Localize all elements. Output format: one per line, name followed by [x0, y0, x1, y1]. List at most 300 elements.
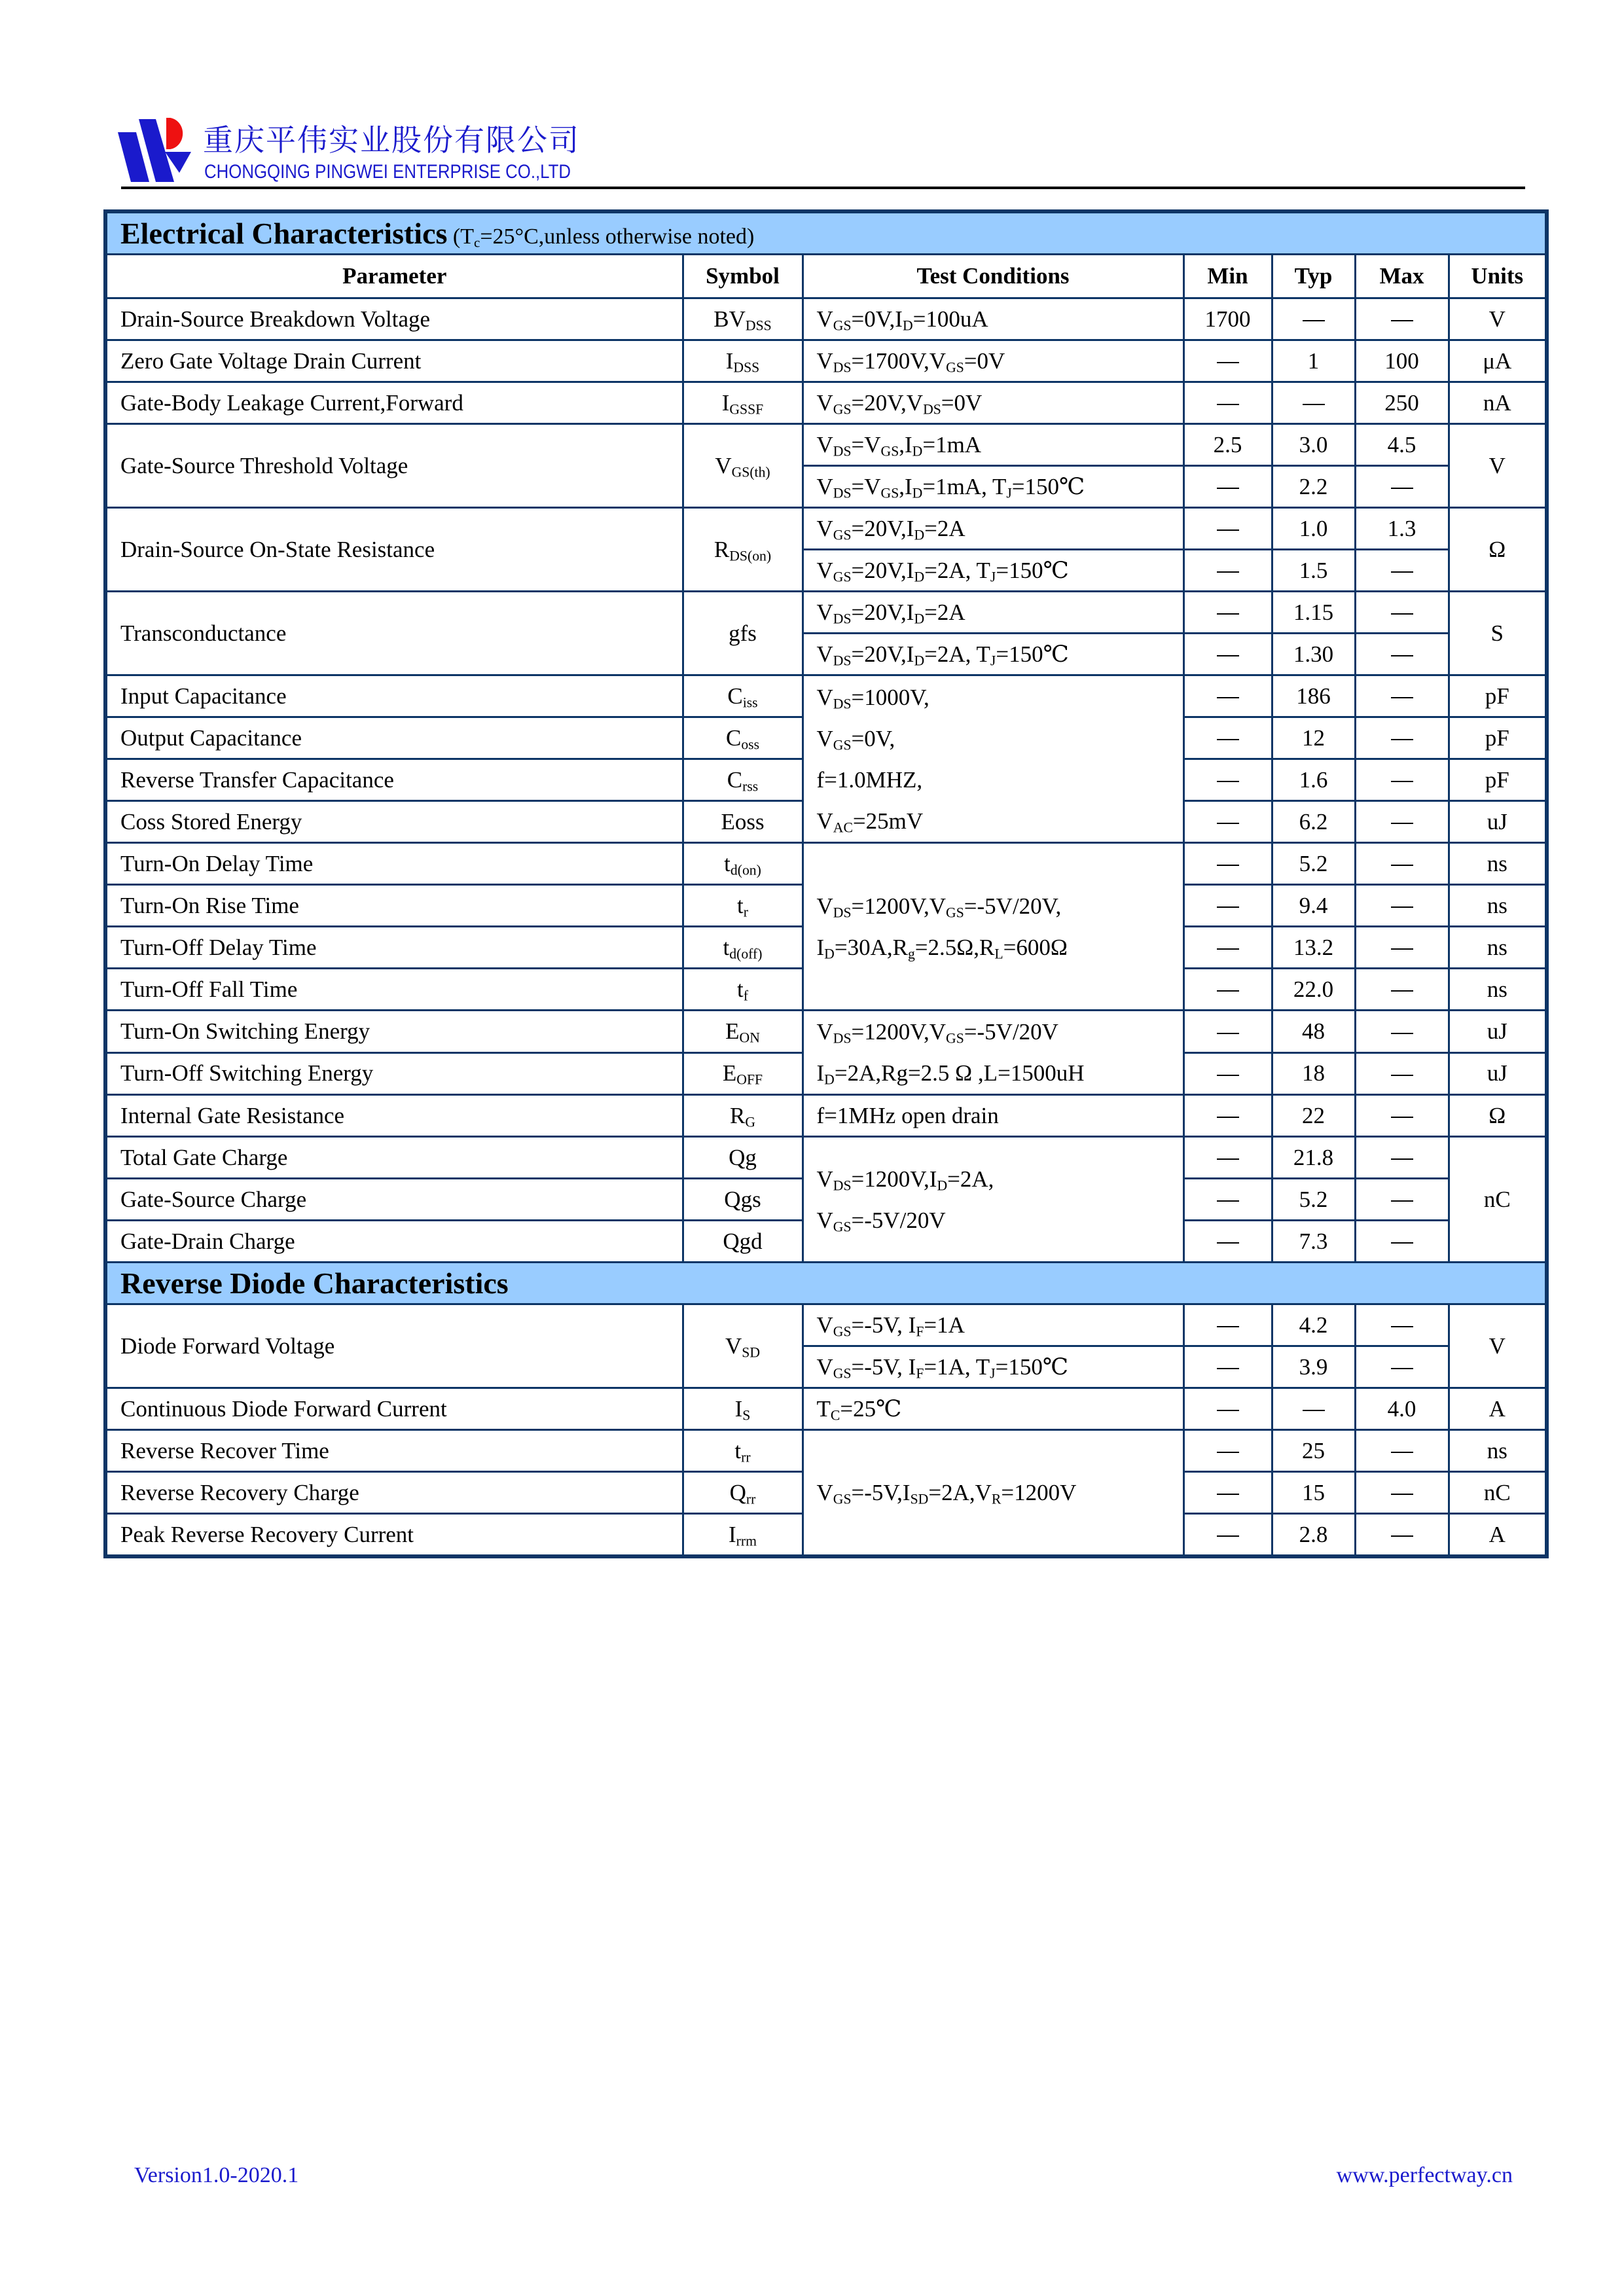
typ-cell — [1272, 1388, 1355, 1430]
dash-mark — [1217, 1075, 1239, 1076]
column-header-typ: Typ — [1272, 255, 1355, 298]
dash-mark — [1391, 1242, 1413, 1244]
column-header-parameter: Parameter — [105, 255, 683, 298]
condition-text: V — [816, 808, 833, 834]
max-cell — [1355, 801, 1449, 843]
condition-text: V — [816, 1019, 833, 1045]
symbol-subscript: d(off) — [729, 945, 763, 961]
dash-mark — [1391, 697, 1413, 698]
condition-text: =20V, — [851, 389, 907, 416]
condition-subscript: D — [914, 652, 925, 668]
dash-mark — [1217, 865, 1239, 866]
table-row — [105, 1011, 1547, 1053]
symbol-text: V — [715, 452, 732, 478]
condition-text: I — [895, 306, 903, 332]
symbol-text: E — [722, 1060, 737, 1086]
condition-text: ,I — [899, 431, 912, 457]
typ-cell — [1272, 382, 1355, 424]
condition-text: =1mA, T — [922, 473, 1007, 499]
max-cell — [1355, 298, 1449, 340]
parameter-cell: Diode Forward Voltage — [105, 1304, 683, 1388]
dash-mark — [1391, 1535, 1413, 1537]
dash-mark — [1217, 1452, 1239, 1453]
condition-text: =1000V, — [851, 684, 929, 710]
typ-cell: 3.0 — [1272, 424, 1355, 466]
max-cell — [1355, 1430, 1449, 1472]
test-condition-cell — [803, 298, 1183, 340]
condition-subscript: DS — [833, 652, 852, 668]
min-cell — [1183, 1052, 1272, 1095]
min-cell — [1183, 1430, 1272, 1472]
condition-subscript: GS — [833, 1218, 852, 1234]
units-cell: V — [1449, 298, 1547, 340]
condition-line — [817, 886, 1170, 927]
test-condition-cell — [803, 424, 1183, 466]
dash-mark — [1217, 1368, 1239, 1369]
condition-text: =150℃ — [995, 1354, 1069, 1380]
condition-text: V — [816, 515, 833, 541]
condition-subscript: DS — [833, 695, 852, 711]
min-cell — [1183, 1011, 1272, 1053]
section-title: Reverse Diode Characteristics — [120, 1266, 509, 1300]
symbol-text: I — [725, 348, 734, 374]
condition-text: =0V, — [851, 306, 895, 332]
symbol-subscript: G — [745, 1113, 756, 1130]
symbol-text: t — [737, 976, 744, 1002]
max-cell — [1355, 885, 1449, 927]
units-cell: A — [1449, 1388, 1547, 1430]
units-cell: pF — [1449, 717, 1547, 759]
units-cell: pF — [1449, 675, 1547, 717]
condition-subscript: g — [907, 945, 915, 961]
dash-mark — [1391, 990, 1413, 992]
website-link[interactable]: www.perfectway.cn — [1336, 2163, 1513, 2187]
max-cell — [1355, 1011, 1449, 1053]
symbol-cell — [683, 717, 803, 759]
table-row — [105, 382, 1547, 424]
condition-subscript: GS — [833, 568, 852, 584]
units-cell: Ω — [1449, 1095, 1547, 1137]
max-cell — [1355, 634, 1449, 675]
dash-mark — [1391, 823, 1413, 824]
dash-mark — [1217, 948, 1239, 950]
max-cell — [1355, 1514, 1449, 1557]
typ-cell: 1.30 — [1272, 634, 1355, 675]
max-cell — [1355, 1221, 1449, 1263]
column-header-max: Max — [1355, 255, 1449, 298]
parameter-cell: Gate-Drain Charge — [105, 1221, 683, 1263]
dash-mark — [1391, 1494, 1413, 1495]
condition-subscript: GS — [880, 442, 899, 459]
max-cell — [1355, 1304, 1449, 1346]
max-cell — [1355, 927, 1449, 969]
max-cell — [1355, 1472, 1449, 1514]
dash-mark — [1391, 948, 1413, 950]
symbol-text: C — [727, 766, 743, 793]
max-cell — [1355, 675, 1449, 717]
condition-text: =20V,I — [851, 515, 914, 541]
condition-subscript: D — [824, 1071, 835, 1088]
condition-line — [817, 1011, 1170, 1052]
typ-cell: 7.3 — [1272, 1221, 1355, 1263]
units-cell: μA — [1449, 340, 1547, 382]
min-cell — [1183, 592, 1272, 634]
min-cell — [1183, 675, 1272, 717]
condition-subscript: GS — [833, 401, 852, 417]
typ-cell: 2.8 — [1272, 1514, 1355, 1557]
table-row — [105, 843, 1547, 885]
units-cell: nC — [1449, 1472, 1547, 1514]
dash-mark — [1217, 571, 1239, 573]
parameter-cell: Output Capacitance — [105, 717, 683, 759]
units-cell: Ω — [1449, 508, 1547, 592]
test-condition-cell — [803, 466, 1183, 508]
table-row — [105, 1095, 1547, 1137]
min-cell — [1183, 1304, 1272, 1346]
condition-text: =150℃ — [1011, 473, 1085, 499]
min-cell — [1183, 382, 1272, 424]
typ-cell: 2.2 — [1272, 466, 1355, 508]
condition-text: =30A,R — [834, 934, 908, 960]
symbol-subscript: oss — [741, 736, 760, 752]
dash-mark — [1391, 1452, 1413, 1453]
condition-text: =150℃ — [996, 557, 1069, 583]
condition-subscript: GS — [946, 1030, 964, 1047]
dash-mark — [1391, 1368, 1413, 1369]
condition-text: V — [816, 431, 833, 457]
typ-cell: 1.5 — [1272, 550, 1355, 592]
condition-text: V — [816, 893, 833, 919]
condition-subscript: GS — [833, 526, 852, 543]
min-cell — [1183, 1346, 1272, 1388]
parameter-cell: Turn-On Delay Time — [105, 843, 683, 885]
condition-text: =2.5Ω,R — [914, 934, 995, 960]
units-cell: uJ — [1449, 801, 1547, 843]
min-cell — [1183, 969, 1272, 1011]
dash-mark — [1391, 906, 1413, 908]
test-condition-cell — [803, 1095, 1183, 1137]
condition-text: V — [816, 557, 833, 583]
typ-cell: 186 — [1272, 675, 1355, 717]
typ-cell: 1.15 — [1272, 592, 1355, 634]
condition-subscript: J — [990, 652, 996, 668]
table-row — [105, 424, 1547, 466]
version-label: Version1.0-2020.1 — [134, 2163, 299, 2187]
typ-cell: 12 — [1272, 717, 1355, 759]
dash-mark — [1391, 571, 1413, 573]
condition-subscript: GS — [833, 1491, 852, 1507]
test-condition-cell — [803, 1011, 1183, 1095]
dash-mark — [1217, 1033, 1239, 1034]
symbol-subscript: DSS — [733, 359, 760, 375]
test-condition-cell — [803, 1304, 1183, 1346]
typ-cell: 25 — [1272, 1430, 1355, 1472]
condition-text: I — [816, 1060, 825, 1086]
section-header — [105, 211, 1547, 255]
symbol-cell — [683, 1052, 803, 1095]
dash-mark — [1217, 1158, 1239, 1160]
condition-text: =1A, T — [924, 1354, 990, 1380]
condition-text: =600Ω — [1003, 934, 1068, 960]
column-header-min: Min — [1183, 255, 1272, 298]
condition-text: V — [906, 389, 924, 416]
max-cell — [1355, 550, 1449, 592]
symbol-cell — [683, 1137, 803, 1179]
parameter-cell: Total Gate Charge — [105, 1137, 683, 1179]
condition-subscript: DS — [833, 1030, 852, 1047]
units-cell: ns — [1449, 843, 1547, 885]
symbol-text: gfs — [729, 620, 757, 646]
condition-subscript: F — [916, 1365, 924, 1381]
min-cell — [1183, 1514, 1272, 1557]
dash-mark — [1217, 739, 1239, 740]
dash-mark — [1217, 1494, 1239, 1495]
condition-text: =20V,I — [851, 641, 914, 667]
typ-cell: 13.2 — [1272, 927, 1355, 969]
dash-mark — [1217, 404, 1239, 405]
typ-cell: 1.0 — [1272, 508, 1355, 550]
symbol-subscript: rrm — [736, 1532, 757, 1549]
condition-line — [817, 718, 1170, 759]
condition-text: V — [816, 725, 833, 751]
parameter-cell: Gate-Body Leakage Current,Forward — [105, 382, 683, 424]
condition-subscript: GS — [946, 359, 964, 375]
symbol-subscript: S — [742, 1407, 751, 1423]
max-cell: 100 — [1355, 340, 1449, 382]
dash-mark — [1217, 655, 1239, 656]
min-cell — [1183, 801, 1272, 843]
max-cell — [1355, 717, 1449, 759]
condition-text: =2A, — [947, 1166, 994, 1192]
symbol-text: Eoss — [721, 808, 765, 834]
dash-mark — [1217, 1242, 1239, 1244]
symbol-subscript: r — [743, 903, 748, 920]
symbol-cell — [683, 759, 803, 801]
table-row — [105, 298, 1547, 340]
parameter-cell: Reverse Transfer Capacitance — [105, 759, 683, 801]
condition-text: T — [816, 1395, 831, 1422]
condition-text: V — [816, 348, 833, 374]
dash-mark — [1391, 781, 1413, 782]
symbol-cell — [683, 1304, 803, 1388]
note-subscript: c — [474, 234, 480, 251]
parameter-cell: Reverse Recover Time — [105, 1430, 683, 1472]
symbol-cell — [683, 1388, 803, 1430]
symbol-text: Q — [729, 1479, 746, 1505]
max-cell: 250 — [1355, 382, 1449, 424]
table-row — [105, 508, 1547, 550]
condition-text: V — [816, 1354, 833, 1380]
condition-subscript: DS — [833, 359, 852, 375]
condition-text: =V — [851, 473, 881, 499]
symbol-subscript: rr — [746, 1490, 756, 1507]
condition-subscript: L — [994, 945, 1003, 961]
dash-mark — [1303, 320, 1325, 321]
symbol-cell — [683, 1011, 803, 1053]
parameter-cell: Drain-Source Breakdown Voltage — [105, 298, 683, 340]
dash-mark — [1217, 362, 1239, 363]
condition-text: =2A,Rg=2.5 Ω ,L=1500uH — [834, 1060, 1085, 1086]
test-condition-cell — [803, 1388, 1183, 1430]
min-cell — [1183, 927, 1272, 969]
dash-mark — [1391, 1075, 1413, 1076]
symbol-subscript: rss — [742, 778, 759, 794]
condition-subscript: SD — [910, 1491, 929, 1507]
symbol-subscript: f — [743, 987, 748, 1003]
parameter-cell: Gate-Source Charge — [105, 1179, 683, 1221]
condition-text: =2A,V — [928, 1480, 992, 1505]
test-condition-cell — [803, 592, 1183, 634]
symbol-subscript: GS(th) — [731, 463, 770, 480]
min-cell — [1183, 1179, 1272, 1221]
dash-mark — [1391, 1033, 1413, 1034]
symbol-text: Qgd — [723, 1228, 763, 1254]
parameter-cell: Continuous Diode Forward Current — [105, 1388, 683, 1430]
typ-cell: 48 — [1272, 1011, 1355, 1053]
condition-line — [817, 1200, 1170, 1241]
symbol-text: C — [727, 683, 743, 709]
condition-text: =1mA — [922, 431, 982, 457]
condition-line — [817, 1158, 1170, 1200]
symbol-subscript: SD — [742, 1344, 760, 1360]
symbol-cell — [683, 1221, 803, 1263]
condition-text: =-5V/20V — [964, 1019, 1058, 1045]
company-logo-icon — [118, 118, 196, 183]
max-cell — [1355, 843, 1449, 885]
page-header — [118, 111, 1525, 190]
dash-mark — [1217, 697, 1239, 698]
symbol-text: t — [734, 1437, 742, 1463]
condition-text: =-5V, I — [851, 1354, 916, 1380]
condition-text: =25mV — [852, 808, 924, 834]
symbol-subscript: GSSF — [729, 401, 764, 417]
condition-subscript: C — [830, 1407, 840, 1423]
condition-text: f=1.0MHZ, — [816, 766, 923, 793]
condition-subscript: DS — [833, 610, 852, 626]
symbol-cell — [683, 1430, 803, 1472]
condition-subscript: D — [912, 484, 923, 501]
parameter-cell: Coss Stored Energy — [105, 801, 683, 843]
symbol-subscript: iss — [742, 694, 758, 710]
condition-text: =1200V — [1001, 1480, 1077, 1505]
test-condition-cell — [803, 1346, 1183, 1388]
column-header-units: Units — [1449, 255, 1547, 298]
min-cell — [1183, 843, 1272, 885]
condition-text: =2A — [924, 515, 965, 541]
dash-mark — [1217, 613, 1239, 615]
condition-text: =2A, T — [924, 641, 990, 667]
symbol-text: I — [721, 389, 730, 416]
units-cell: V — [1449, 1304, 1547, 1388]
units-cell: ns — [1449, 885, 1547, 927]
dash-mark — [1217, 1117, 1239, 1118]
typ-cell: 3.9 — [1272, 1346, 1355, 1388]
condition-subscript: F — [916, 1323, 924, 1339]
condition-text: =2A, T — [924, 557, 990, 583]
dash-mark — [1217, 1326, 1239, 1327]
test-condition-cell — [803, 675, 1183, 843]
dash-mark — [1391, 739, 1413, 740]
condition-subscript: DS — [923, 401, 941, 417]
condition-subscript: D — [914, 610, 925, 626]
symbol-cell — [683, 843, 803, 885]
condition-subscript: D — [937, 1177, 948, 1193]
dash-mark — [1303, 1410, 1325, 1411]
table-row — [105, 1304, 1547, 1346]
units-cell: uJ — [1449, 1052, 1547, 1095]
typ-cell — [1272, 298, 1355, 340]
units-cell: V — [1449, 424, 1547, 508]
typ-cell: 1 — [1272, 340, 1355, 382]
test-condition-cell — [803, 634, 1183, 675]
typ-cell: 21.8 — [1272, 1137, 1355, 1179]
condition-text: =V — [851, 431, 881, 457]
column-header-symbol: Symbol — [683, 255, 803, 298]
min-cell — [1183, 1095, 1272, 1137]
condition-subscript: GS — [833, 1365, 852, 1381]
test-condition-cell — [803, 1137, 1183, 1263]
symbol-subscript: ON — [739, 1030, 760, 1046]
symbol-text: t — [737, 892, 744, 918]
condition-text: V — [816, 389, 833, 416]
condition-text: V — [929, 348, 947, 374]
typ-cell: 15 — [1272, 1472, 1355, 1514]
symbol-text: BV — [713, 306, 746, 332]
table-row — [105, 1137, 1547, 1179]
symbol-cell — [683, 1514, 803, 1557]
condition-subscript: DS — [833, 904, 852, 920]
section-header — [105, 1263, 1547, 1304]
test-condition-cell — [803, 382, 1183, 424]
condition-text: V — [816, 1480, 833, 1505]
min-cell — [1183, 1137, 1272, 1179]
condition-subscript: GS — [880, 484, 899, 501]
parameter-cell: Reverse Recovery Charge — [105, 1472, 683, 1514]
units-cell: S — [1449, 592, 1547, 675]
condition-text: V — [816, 1166, 833, 1192]
section-header-row — [105, 211, 1547, 255]
parameter-cell: Zero Gate Voltage Drain Current — [105, 340, 683, 382]
parameter-cell: Transconductance — [105, 592, 683, 675]
parameter-cell: Internal Gate Resistance — [105, 1095, 683, 1137]
dash-mark — [1217, 1410, 1239, 1411]
min-cell — [1183, 1472, 1272, 1514]
condition-subscript: J — [990, 1365, 996, 1381]
condition-text: =150℃ — [996, 641, 1069, 667]
condition-subscript: J — [1006, 484, 1012, 501]
symbol-cell — [683, 675, 803, 717]
dash-mark — [1217, 906, 1239, 908]
symbol-text: V — [725, 1333, 742, 1359]
dash-mark — [1217, 529, 1239, 531]
dash-mark — [1303, 404, 1325, 405]
dash-mark — [1217, 1535, 1239, 1537]
condition-subscript: D — [912, 442, 923, 459]
parameter-cell: Turn-Off Switching Energy — [105, 1052, 683, 1095]
condition-subscript: DS — [833, 442, 852, 459]
parameter-cell: Drain-Source On-State Resistance — [105, 508, 683, 592]
condition-subscript: D — [914, 526, 925, 543]
typ-cell: 22.0 — [1272, 969, 1355, 1011]
min-cell — [1183, 1388, 1272, 1430]
condition-line — [817, 677, 1170, 718]
test-condition-cell — [803, 1430, 1183, 1557]
test-condition-cell — [803, 843, 1183, 1011]
typ-cell: 5.2 — [1272, 1179, 1355, 1221]
condition-subscript: AC — [833, 819, 853, 835]
max-cell — [1355, 592, 1449, 634]
units-cell: A — [1449, 1514, 1547, 1557]
